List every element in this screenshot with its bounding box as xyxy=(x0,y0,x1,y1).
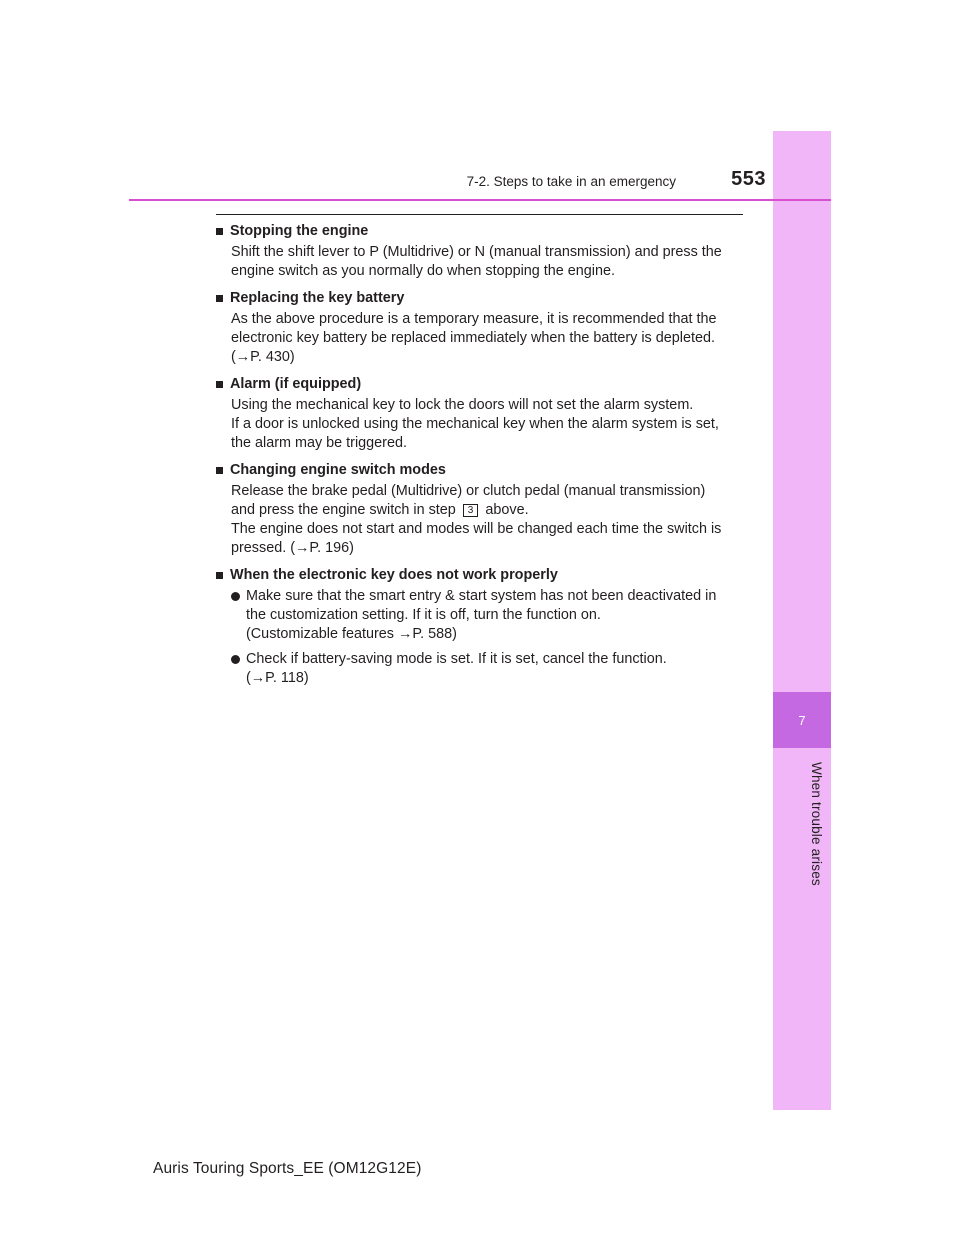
section-engine-switch-modes xyxy=(216,461,743,558)
section-electronic-key xyxy=(216,566,743,688)
round-bullet-icon xyxy=(231,592,240,601)
page-number: 553 xyxy=(731,168,766,190)
list-item: Check if battery-saving mode is set. If it is set, cancel the function. (→P. 118) xyxy=(216,650,743,688)
list-item: Make sure that the smart entry & start system has not been deactivated in the customization setting. If it is off, turn the function on. (Customizable features →P. 588) xyxy=(216,587,743,644)
section-body: Release the brake pedal (Multidrive) or clutch pedal (manual transmission) and press the engine switch in step 3 above. The engine does not start and modes will be changed each time the switch is pressed. (→P. 196) xyxy=(216,482,743,558)
page-reference[interactable]: (→P. 430) xyxy=(231,349,295,365)
section-stopping-engine xyxy=(216,222,743,281)
section-title: Alarm (if equipped) xyxy=(216,375,743,394)
section-key-battery xyxy=(216,289,743,367)
section-header-title: 7-2. Steps to take in an emergency xyxy=(466,174,676,189)
page-reference[interactable]: pressed. (→P. 196) xyxy=(231,540,354,556)
section-title: Replacing the key battery xyxy=(216,289,743,308)
content-divider xyxy=(216,214,743,215)
page-reference[interactable]: (→P. 118) xyxy=(246,670,309,686)
chapter-title: When trouble arises xyxy=(809,762,824,886)
square-bullet-icon xyxy=(216,467,223,474)
step-number-badge: 3 xyxy=(463,504,479,517)
square-bullet-icon xyxy=(216,572,223,579)
page-content xyxy=(216,222,743,696)
footer-model-label: Auris Touring Sports_EE (OM12G12E) xyxy=(153,1160,422,1177)
square-bullet-icon xyxy=(216,381,223,388)
section-title: Stopping the engine xyxy=(216,222,743,241)
round-bullet-icon xyxy=(231,655,240,664)
section-alarm xyxy=(216,375,743,453)
section-title: Changing engine switch modes xyxy=(216,461,743,480)
section-body: Shift the shift lever to P (Multidrive) or N (manual transmission) and press the engine switch as you normally do when stopping the engine. xyxy=(231,244,722,279)
square-bullet-icon xyxy=(216,295,223,302)
header-divider xyxy=(129,199,831,201)
section-title: When the electronic key does not work properly xyxy=(216,566,743,585)
page-reference[interactable]: (Customizable features →P. 588) xyxy=(246,626,457,642)
chapter-number-badge: 7 xyxy=(773,692,831,748)
chapter-side-tab xyxy=(773,131,831,1110)
section-body: As the above procedure is a temporary measure, it is recommended that the electronic key battery be replaced immediately when the battery is depleted. (→P. 430) xyxy=(216,310,743,367)
square-bullet-icon xyxy=(216,228,223,235)
section-body: Using the mechanical key to lock the doors will not set the alarm system. If a door is unlocked using the mechanical key when the alarm system is set, the alarm may be triggered. xyxy=(231,397,719,451)
